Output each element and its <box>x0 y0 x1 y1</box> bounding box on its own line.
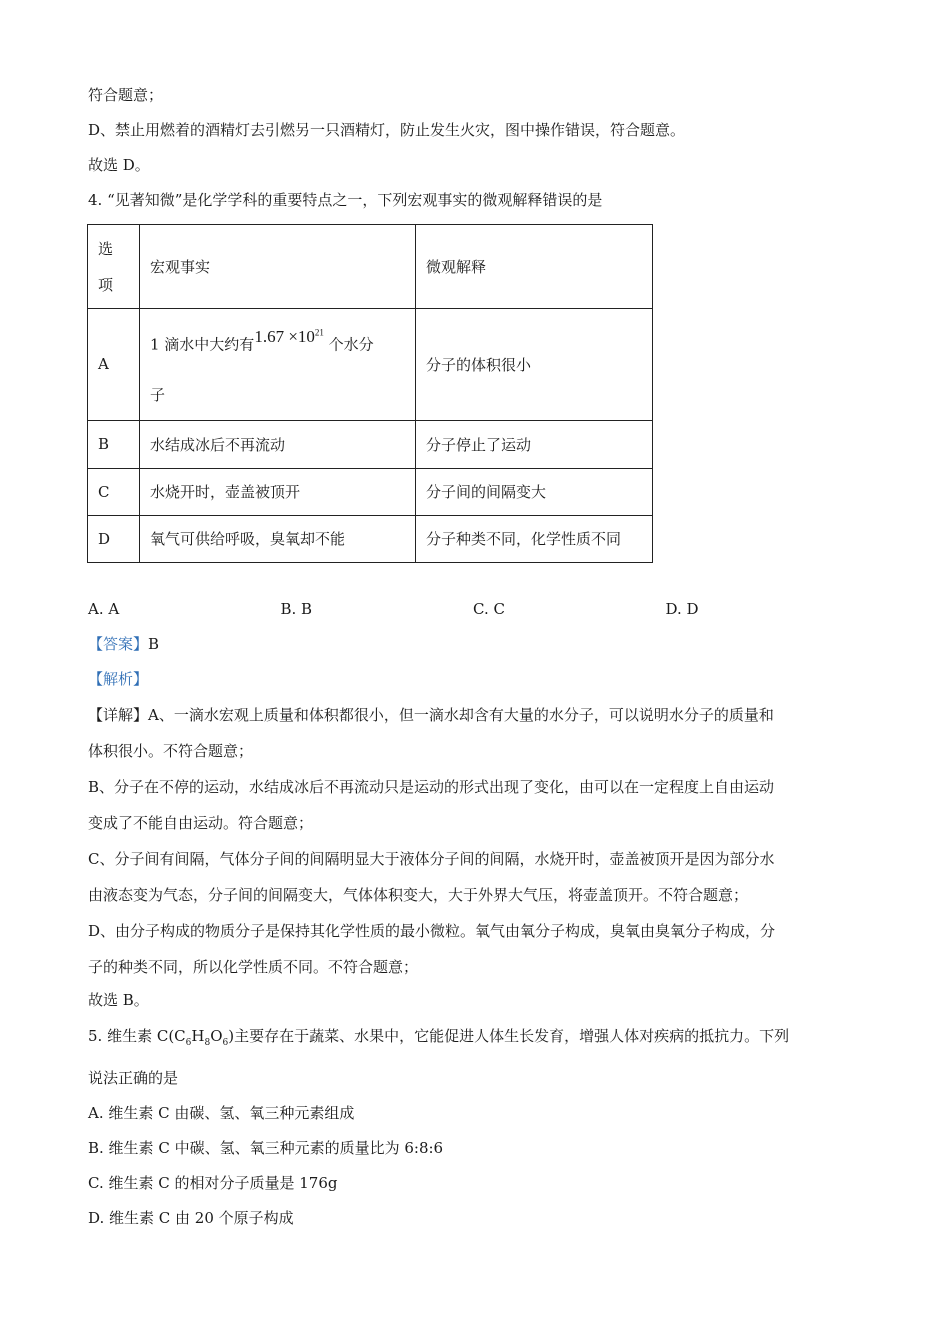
row-micro-cell: 分子间的间隔变大 <box>416 468 653 515</box>
explain-line-6: 由液态变为气态，分子间的间隔变大，气体体积变大，大于外界大气压，将壶盖顶开。不符合题意； <box>88 885 749 904</box>
row-a-macro-end: 子 <box>150 385 166 404</box>
analysis-line <box>88 662 858 697</box>
table-row <box>88 309 653 421</box>
row-micro-cell: 分子停止了运动 <box>416 420 653 468</box>
explain-line-9: 故选 B。 <box>88 990 149 1009</box>
table-row <box>88 420 653 468</box>
prev-text-line-2: D、禁止用燃着的酒精灯去引燃另一只酒精灯，防止发生火灾，图中操作错误，符合题意。 <box>88 121 686 139</box>
explain-line-2: 体积很小。不符合题意； <box>88 741 254 760</box>
explain-line-4: 变成了不能自由运动。符合题意； <box>88 813 314 832</box>
row-option-cell: B <box>88 420 140 468</box>
header-option-char-1: 选 <box>98 239 114 258</box>
question-4-options <box>88 597 858 621</box>
answer-value: B <box>148 634 160 653</box>
q5-stem-suffix: )主要存在于蔬菜、水果中，它能促进人体生长发育，增强人体对疾病的抵抗力。下列 <box>228 1026 790 1045</box>
table-row <box>88 515 653 562</box>
q5-option-c: C. 维生素 C 的相对分子质量是 176g <box>88 1173 338 1192</box>
row-option-cell: D <box>88 515 140 562</box>
scientific-number <box>254 327 324 346</box>
question-5-stem-line-2: 说法正确的是 <box>88 1068 179 1087</box>
row-option-cell: A <box>88 309 140 421</box>
formula-subscript: 8 <box>204 1037 211 1048</box>
row-macro-cell <box>140 309 416 421</box>
q5-stem-prefix: 5. 维生素 C(C <box>88 1026 186 1045</box>
table-header-row <box>88 225 653 309</box>
q5-option-b: B. 维生素 C 中碳、氢、氧三种元素的质量比为 6:8:6 <box>88 1138 444 1157</box>
option-b: B. B <box>280 599 313 618</box>
row-a-macro-prefix: 1 滴水中大约有 <box>150 335 255 354</box>
prev-text-line-1: 符合题意； <box>88 86 164 104</box>
answer-line <box>88 627 858 662</box>
sci-base: 1.67 ×10 <box>254 326 315 346</box>
explain-line-1 <box>88 697 858 733</box>
answer-tag: 【答案】 <box>88 634 149 653</box>
header-option-char-2: 项 <box>98 275 114 294</box>
explain-line-3: B、分子在不停的运动，水结成冰后不再流动只是运动的形式出现了变化，由可以在一定程度上自由运动 <box>88 777 775 796</box>
option-a: A. A <box>88 599 120 618</box>
q5-option-d: D. 维生素 C 由 20 个原子构成 <box>88 1208 294 1227</box>
detail-tag: 【详解】 <box>88 705 149 724</box>
option-c: C. C <box>473 599 505 618</box>
row-macro-cell: 水结成冰后不再流动 <box>140 420 416 468</box>
micro-explanation-table <box>87 224 653 563</box>
row-macro-cell: 水烧开时，壶盖被顶开 <box>140 468 416 515</box>
table-row <box>88 468 653 515</box>
header-micro-cell: 微观解释 <box>416 225 653 309</box>
option-d: D. D <box>665 599 699 618</box>
header-option-cell <box>88 225 140 309</box>
formula-subscript: 6 <box>185 1037 192 1048</box>
analysis-tag: 【解析】 <box>88 669 149 688</box>
sci-exponent: 21 <box>314 327 324 337</box>
question-4-stem: 4. “见著知微”是化学学科的重要特点之一，下列宏观事实的微观解释错误的是 <box>88 191 603 209</box>
explanation-block <box>88 697 858 1015</box>
explain-line-7: D、由分子构成的物质分子是保持其化学性质的最小微粒。氧气由氧分子构成，臭氧由臭氧分子构成，分 <box>88 921 776 940</box>
explain-text: A、一滴水宏观上质量和体积都很小，但一滴水却含有大量的水分子，可以说明水分子的质量和 <box>148 705 774 724</box>
question-5-stem <box>88 1019 858 1061</box>
formula-element: H <box>191 1026 205 1045</box>
row-macro-cell: 氧气可供给呼吸，臭氧却不能 <box>140 515 416 562</box>
row-micro-cell: 分子的体积很小 <box>416 309 653 421</box>
explain-line-8: 子的种类不同，所以化学性质不同。不符合题意； <box>88 957 419 976</box>
prev-text-line-3: 故选 D。 <box>88 156 150 174</box>
row-a-macro-suffix: 个水分 <box>323 335 374 354</box>
document-page <box>88 78 858 1236</box>
explain-line-5: C、分子间有间隔，气体分子间的间隔明显大于液体分子间的间隔，水烧开时，壶盖被顶开是因为部分水 <box>88 849 775 868</box>
header-macro-cell: 宏观事实 <box>140 225 416 309</box>
row-micro-cell: 分子种类不同，化学性质不同 <box>416 515 653 562</box>
q5-option-a: A. 维生素 C 由碳、氢、氧三种元素组成 <box>88 1103 355 1122</box>
formula-subscript: 6 <box>222 1037 229 1048</box>
row-option-cell: C <box>88 468 140 515</box>
formula-element: O <box>210 1026 223 1045</box>
